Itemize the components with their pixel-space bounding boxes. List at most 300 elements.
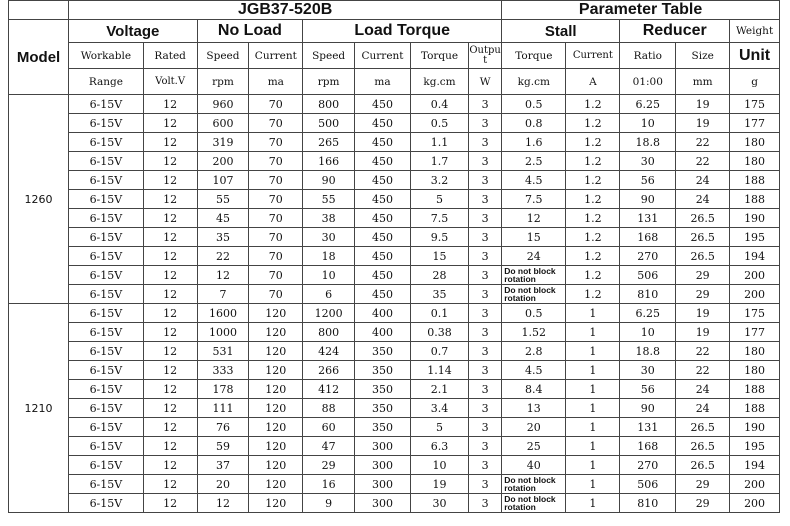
output-power-cell: 3	[469, 399, 502, 418]
table-body	[9, 1, 780, 513]
table-row	[9, 342, 780, 361]
load-current-cell: 450	[355, 228, 411, 247]
reducer-ratio-cell: 10	[620, 114, 676, 133]
col-ratio: Ratio	[620, 43, 676, 69]
stall-torque-cell: Do not block rotation	[502, 266, 566, 285]
no-load-speed-cell: 7	[197, 285, 249, 304]
reducer-header: Reducer	[620, 20, 730, 43]
table-row	[9, 285, 780, 304]
reducer-size-cell: 19	[676, 95, 730, 114]
voltage-range-cell: 6-15V	[69, 190, 144, 209]
model-value: 1210	[9, 304, 69, 513]
output-power-cell: 3	[469, 361, 502, 380]
voltage-range-cell: 6-15V	[69, 399, 144, 418]
rated-voltage-cell: 12	[143, 133, 197, 152]
reducer-ratio-cell: 56	[620, 380, 676, 399]
load-torque-cell: 0.4	[410, 95, 468, 114]
model-header: Model	[9, 20, 69, 95]
output-power-cell: 3	[469, 456, 502, 475]
reducer-ratio-cell: 30	[620, 152, 676, 171]
load-torque-cell: 1.14	[410, 361, 468, 380]
weight-cell: 200	[730, 266, 780, 285]
rated-voltage-cell: 12	[143, 190, 197, 209]
no-load-current-cell: 70	[249, 171, 303, 190]
output-power-cell: 3	[469, 437, 502, 456]
reducer-size-cell: 26.5	[676, 247, 730, 266]
reducer-ratio-cell: 56	[620, 171, 676, 190]
weight-cell: 200	[730, 285, 780, 304]
stall-current-cell: 1	[566, 342, 620, 361]
reducer-ratio-cell: 506	[620, 266, 676, 285]
no-load-header: No Load	[197, 20, 303, 43]
no-load-speed-cell: 20	[197, 475, 249, 494]
voltage-range-cell: 6-15V	[69, 152, 144, 171]
no-load-current-cell: 70	[249, 266, 303, 285]
weight-cell: 200	[730, 494, 780, 513]
stall-torque-cell: Do not block rotation	[502, 494, 566, 513]
col-lt-output: Output	[469, 43, 502, 69]
no-load-current-cell: 70	[249, 285, 303, 304]
stall-current-cell: 1.2	[566, 247, 620, 266]
table-row	[9, 209, 780, 228]
group-header-row	[9, 20, 780, 43]
table-row	[9, 247, 780, 266]
output-power-cell: 3	[469, 304, 502, 323]
rated-voltage-cell: 12	[143, 266, 197, 285]
product-title: JGB37-520B	[69, 1, 502, 20]
load-torque-cell: 2.1	[410, 380, 468, 399]
stall-torque-cell: 25	[502, 437, 566, 456]
voltage-range-cell: 6-15V	[69, 304, 144, 323]
no-load-current-cell: 70	[249, 209, 303, 228]
load-speed-cell: 412	[303, 380, 355, 399]
stall-current-cell: 1.2	[566, 285, 620, 304]
load-torque-cell: 15	[410, 247, 468, 266]
table-row	[9, 361, 780, 380]
output-power-cell: 3	[469, 323, 502, 342]
stall-torque-cell: 4.5	[502, 361, 566, 380]
load-speed-cell: 265	[303, 133, 355, 152]
reducer-ratio-cell: 131	[620, 209, 676, 228]
table-row	[9, 380, 780, 399]
stall-torque-cell: 24	[502, 247, 566, 266]
stall-current-cell: 1.2	[566, 171, 620, 190]
load-torque-cell: 9.5	[410, 228, 468, 247]
no-load-speed-cell: 111	[197, 399, 249, 418]
weight-cell: 180	[730, 342, 780, 361]
col-st-current: Current	[566, 43, 620, 69]
no-load-speed-cell: 107	[197, 171, 249, 190]
stall-current-cell: 1.2	[566, 95, 620, 114]
load-torque-cell: 0.7	[410, 342, 468, 361]
rated-voltage-cell: 12	[143, 228, 197, 247]
rated-voltage-cell: 12	[143, 399, 197, 418]
load-current-cell: 450	[355, 152, 411, 171]
unit-row	[9, 69, 780, 95]
voltage-range-cell: 6-15V	[69, 114, 144, 133]
output-power-cell: 3	[469, 475, 502, 494]
unit-kgcm-2: kg.cm	[502, 69, 566, 95]
stall-torque-cell: 2.8	[502, 342, 566, 361]
weight-cell: 175	[730, 95, 780, 114]
reducer-ratio-cell: 506	[620, 475, 676, 494]
output-power-cell: 3	[469, 247, 502, 266]
stall-torque-cell: Do not block rotation	[502, 475, 566, 494]
table-row	[9, 399, 780, 418]
no-load-current-cell: 120	[249, 494, 303, 513]
reducer-ratio-cell: 6.25	[620, 95, 676, 114]
no-load-current-cell: 120	[249, 323, 303, 342]
load-current-cell: 400	[355, 304, 411, 323]
rated-voltage-cell: 12	[143, 418, 197, 437]
weight-cell: 194	[730, 247, 780, 266]
weight-cell: 180	[730, 152, 780, 171]
load-speed-cell: 500	[303, 114, 355, 133]
stall-torque-cell: 0.5	[502, 95, 566, 114]
weight-cell: 195	[730, 437, 780, 456]
weight-cell: 188	[730, 380, 780, 399]
voltage-range-cell: 6-15V	[69, 380, 144, 399]
reducer-ratio-cell: 6.25	[620, 304, 676, 323]
col-lt-current: Current	[355, 43, 411, 69]
table-row	[9, 475, 780, 494]
stall-torque-cell: 1.52	[502, 323, 566, 342]
stall-torque-cell: 20	[502, 418, 566, 437]
reducer-ratio-cell: 168	[620, 228, 676, 247]
table-row	[9, 494, 780, 513]
no-load-current-cell: 70	[249, 152, 303, 171]
weight-cell: 190	[730, 209, 780, 228]
load-current-cell: 300	[355, 494, 411, 513]
stall-current-cell: 1	[566, 475, 620, 494]
rated-voltage-cell: 12	[143, 475, 197, 494]
reducer-size-cell: 29	[676, 494, 730, 513]
unit-ma-1: ma	[249, 69, 303, 95]
voltage-range-cell: 6-15V	[69, 494, 144, 513]
output-power-cell: 3	[469, 494, 502, 513]
load-speed-cell: 16	[303, 475, 355, 494]
rated-voltage-cell: 12	[143, 247, 197, 266]
load-speed-cell: 18	[303, 247, 355, 266]
no-load-current-cell: 120	[249, 342, 303, 361]
reducer-size-cell: 19	[676, 114, 730, 133]
reducer-size-cell: 22	[676, 342, 730, 361]
output-power-cell: 3	[469, 418, 502, 437]
output-power-cell: 3	[469, 190, 502, 209]
unit-a: A	[566, 69, 620, 95]
load-speed-cell: 88	[303, 399, 355, 418]
col-lt-torque: Torque	[410, 43, 468, 69]
no-load-current-cell: 120	[249, 418, 303, 437]
stall-current-cell: 1.2	[566, 114, 620, 133]
stall-current-cell: 1	[566, 418, 620, 437]
table-row	[9, 304, 780, 323]
rated-voltage-cell: 12	[143, 285, 197, 304]
stall-torque-cell: 1.6	[502, 133, 566, 152]
load-speed-cell: 47	[303, 437, 355, 456]
col-workable: Workable	[69, 43, 144, 69]
stall-current-cell: 1	[566, 323, 620, 342]
reducer-ratio-cell: 168	[620, 437, 676, 456]
load-torque-cell: 30	[410, 494, 468, 513]
no-load-current-cell: 120	[249, 399, 303, 418]
load-current-cell: 350	[355, 361, 411, 380]
unit-rpm-1: rpm	[197, 69, 249, 95]
table-row	[9, 323, 780, 342]
no-load-speed-cell: 45	[197, 209, 249, 228]
reducer-size-cell: 22	[676, 152, 730, 171]
stall-current-cell: 1.2	[566, 133, 620, 152]
stall-current-cell: 1	[566, 494, 620, 513]
no-load-current-cell: 120	[249, 304, 303, 323]
rated-voltage-cell: 12	[143, 171, 197, 190]
stall-torque-cell: 2.5	[502, 152, 566, 171]
no-load-speed-cell: 55	[197, 190, 249, 209]
no-load-current-cell: 120	[249, 361, 303, 380]
load-current-cell: 350	[355, 418, 411, 437]
voltage-range-cell: 6-15V	[69, 342, 144, 361]
no-load-speed-cell: 531	[197, 342, 249, 361]
rated-voltage-cell: 12	[143, 209, 197, 228]
load-torque-cell: 0.5	[410, 114, 468, 133]
load-torque-cell: 5	[410, 190, 468, 209]
reducer-size-cell: 19	[676, 304, 730, 323]
unit-range: Range	[69, 69, 144, 95]
no-load-speed-cell: 12	[197, 266, 249, 285]
load-current-cell: 450	[355, 133, 411, 152]
reducer-size-cell: 22	[676, 133, 730, 152]
table-row	[9, 437, 780, 456]
voltage-range-cell: 6-15V	[69, 171, 144, 190]
stall-torque-cell: 8.4	[502, 380, 566, 399]
rated-voltage-cell: 12	[143, 494, 197, 513]
table-row	[9, 114, 780, 133]
load-current-cell: 300	[355, 475, 411, 494]
weight-cell: 200	[730, 475, 780, 494]
no-load-current-cell: 70	[249, 95, 303, 114]
reducer-size-cell: 24	[676, 399, 730, 418]
col-rated: Rated	[143, 43, 197, 69]
col-size: Size	[676, 43, 730, 69]
load-torque-header: Load Torque	[303, 20, 502, 43]
reducer-ratio-cell: 30	[620, 361, 676, 380]
load-speed-cell: 166	[303, 152, 355, 171]
weight-cell: 190	[730, 418, 780, 437]
load-torque-cell: 1.1	[410, 133, 468, 152]
no-load-current-cell: 70	[249, 247, 303, 266]
reducer-size-cell: 19	[676, 323, 730, 342]
no-load-speed-cell: 319	[197, 133, 249, 152]
weight-cell: 177	[730, 114, 780, 133]
table-label: Parameter Table	[502, 1, 780, 20]
stall-torque-cell: 7.5	[502, 190, 566, 209]
stall-current-cell: 1.2	[566, 152, 620, 171]
load-torque-cell: 6.3	[410, 437, 468, 456]
table-row	[9, 152, 780, 171]
stall-current-cell: 1	[566, 361, 620, 380]
load-speed-cell: 10	[303, 266, 355, 285]
voltage-range-cell: 6-15V	[69, 228, 144, 247]
load-torque-cell: 3.2	[410, 171, 468, 190]
column-header-row	[9, 43, 780, 69]
rated-voltage-cell: 12	[143, 152, 197, 171]
voltage-range-cell: 6-15V	[69, 209, 144, 228]
reducer-ratio-cell: 131	[620, 418, 676, 437]
stall-current-cell: 1	[566, 380, 620, 399]
reducer-ratio-cell: 90	[620, 399, 676, 418]
stall-torque-cell: 0.5	[502, 304, 566, 323]
table-row	[9, 228, 780, 247]
rated-voltage-cell: 12	[143, 342, 197, 361]
voltage-range-cell: 6-15V	[69, 247, 144, 266]
rated-voltage-cell: 12	[143, 323, 197, 342]
unit-volt: Volt.V	[143, 69, 197, 95]
reducer-size-cell: 29	[676, 475, 730, 494]
col-nl-speed: Speed	[197, 43, 249, 69]
table-row	[9, 171, 780, 190]
no-load-current-cell: 120	[249, 475, 303, 494]
reducer-ratio-cell: 810	[620, 494, 676, 513]
load-speed-cell: 1200	[303, 304, 355, 323]
voltage-range-cell: 6-15V	[69, 266, 144, 285]
no-load-speed-cell: 960	[197, 95, 249, 114]
load-current-cell: 450	[355, 190, 411, 209]
load-current-cell: 450	[355, 171, 411, 190]
stall-torque-cell: 13	[502, 399, 566, 418]
reducer-ratio-cell: 810	[620, 285, 676, 304]
load-torque-cell: 19	[410, 475, 468, 494]
load-torque-cell: 0.38	[410, 323, 468, 342]
load-current-cell: 450	[355, 209, 411, 228]
load-torque-cell: 1.7	[410, 152, 468, 171]
load-current-cell: 300	[355, 456, 411, 475]
weight-cell: 175	[730, 304, 780, 323]
rated-voltage-cell: 12	[143, 304, 197, 323]
voltage-range-cell: 6-15V	[69, 323, 144, 342]
weight-cell: 188	[730, 399, 780, 418]
no-load-speed-cell: 22	[197, 247, 249, 266]
weight-cell: 188	[730, 190, 780, 209]
voltage-range-cell: 6-15V	[69, 456, 144, 475]
load-speed-cell: 424	[303, 342, 355, 361]
output-power-cell: 3	[469, 133, 502, 152]
stall-current-cell: 1	[566, 456, 620, 475]
stall-torque-cell: Do not block rotation	[502, 285, 566, 304]
reducer-size-cell: 24	[676, 190, 730, 209]
load-torque-cell: 35	[410, 285, 468, 304]
voltage-range-cell: 6-15V	[69, 133, 144, 152]
load-speed-cell: 800	[303, 323, 355, 342]
rated-voltage-cell: 12	[143, 437, 197, 456]
load-torque-cell: 7.5	[410, 209, 468, 228]
parameter-table	[8, 0, 780, 513]
load-torque-cell: 28	[410, 266, 468, 285]
load-speed-cell: 38	[303, 209, 355, 228]
unit-mm: mm	[676, 69, 730, 95]
rated-voltage-cell: 12	[143, 361, 197, 380]
no-load-speed-cell: 35	[197, 228, 249, 247]
no-load-current-cell: 70	[249, 114, 303, 133]
reducer-size-cell: 24	[676, 380, 730, 399]
stall-torque-cell: 12	[502, 209, 566, 228]
load-speed-cell: 6	[303, 285, 355, 304]
reducer-ratio-cell: 18.8	[620, 133, 676, 152]
voltage-range-cell: 6-15V	[69, 285, 144, 304]
col-unit: Unit	[730, 43, 780, 69]
reducer-size-cell: 22	[676, 361, 730, 380]
rated-voltage-cell: 12	[143, 95, 197, 114]
reducer-size-cell: 24	[676, 171, 730, 190]
title-row	[9, 1, 780, 20]
no-load-current-cell: 120	[249, 456, 303, 475]
output-power-cell: 3	[469, 171, 502, 190]
voltage-range-cell: 6-15V	[69, 361, 144, 380]
load-current-cell: 350	[355, 399, 411, 418]
output-power-cell: 3	[469, 209, 502, 228]
output-power-cell: 3	[469, 95, 502, 114]
reducer-size-cell: 29	[676, 285, 730, 304]
stall-header: Stall	[502, 20, 620, 43]
voltage-header: Voltage	[69, 20, 197, 43]
load-current-cell: 450	[355, 266, 411, 285]
no-load-speed-cell: 12	[197, 494, 249, 513]
stall-current-cell: 1	[566, 437, 620, 456]
table-row	[9, 190, 780, 209]
rated-voltage-cell: 12	[143, 380, 197, 399]
load-speed-cell: 90	[303, 171, 355, 190]
table-row	[9, 95, 780, 114]
load-current-cell: 300	[355, 437, 411, 456]
output-power-cell: 3	[469, 380, 502, 399]
stall-torque-cell: 40	[502, 456, 566, 475]
no-load-speed-cell: 59	[197, 437, 249, 456]
stall-current-cell: 1	[566, 304, 620, 323]
stall-torque-cell: 0.8	[502, 114, 566, 133]
load-speed-cell: 60	[303, 418, 355, 437]
stall-torque-cell: 15	[502, 228, 566, 247]
no-load-speed-cell: 76	[197, 418, 249, 437]
unit-rpm-2: rpm	[303, 69, 355, 95]
weight-cell: 177	[730, 323, 780, 342]
stall-torque-cell: 4.5	[502, 171, 566, 190]
rated-voltage-cell: 12	[143, 456, 197, 475]
stall-current-cell: 1.2	[566, 190, 620, 209]
stall-current-cell: 1.2	[566, 209, 620, 228]
load-torque-cell: 3.4	[410, 399, 468, 418]
load-current-cell: 350	[355, 342, 411, 361]
output-power-cell: 3	[469, 342, 502, 361]
reducer-size-cell: 26.5	[676, 437, 730, 456]
load-torque-cell: 0.1	[410, 304, 468, 323]
output-power-cell: 3	[469, 285, 502, 304]
no-load-speed-cell: 600	[197, 114, 249, 133]
reducer-ratio-cell: 270	[620, 247, 676, 266]
load-torque-cell: 5	[410, 418, 468, 437]
weight-cell: 180	[730, 361, 780, 380]
reducer-size-cell: 29	[676, 266, 730, 285]
no-load-speed-cell: 200	[197, 152, 249, 171]
output-power-cell: 3	[469, 266, 502, 285]
col-nl-current: Current	[249, 43, 303, 69]
unit-ma-2: ma	[355, 69, 411, 95]
load-speed-cell: 800	[303, 95, 355, 114]
reducer-size-cell: 26.5	[676, 228, 730, 247]
output-power-cell: 3	[469, 228, 502, 247]
model-value: 1260	[9, 95, 69, 304]
no-load-current-cell: 120	[249, 437, 303, 456]
no-load-speed-cell: 37	[197, 456, 249, 475]
reducer-ratio-cell: 270	[620, 456, 676, 475]
